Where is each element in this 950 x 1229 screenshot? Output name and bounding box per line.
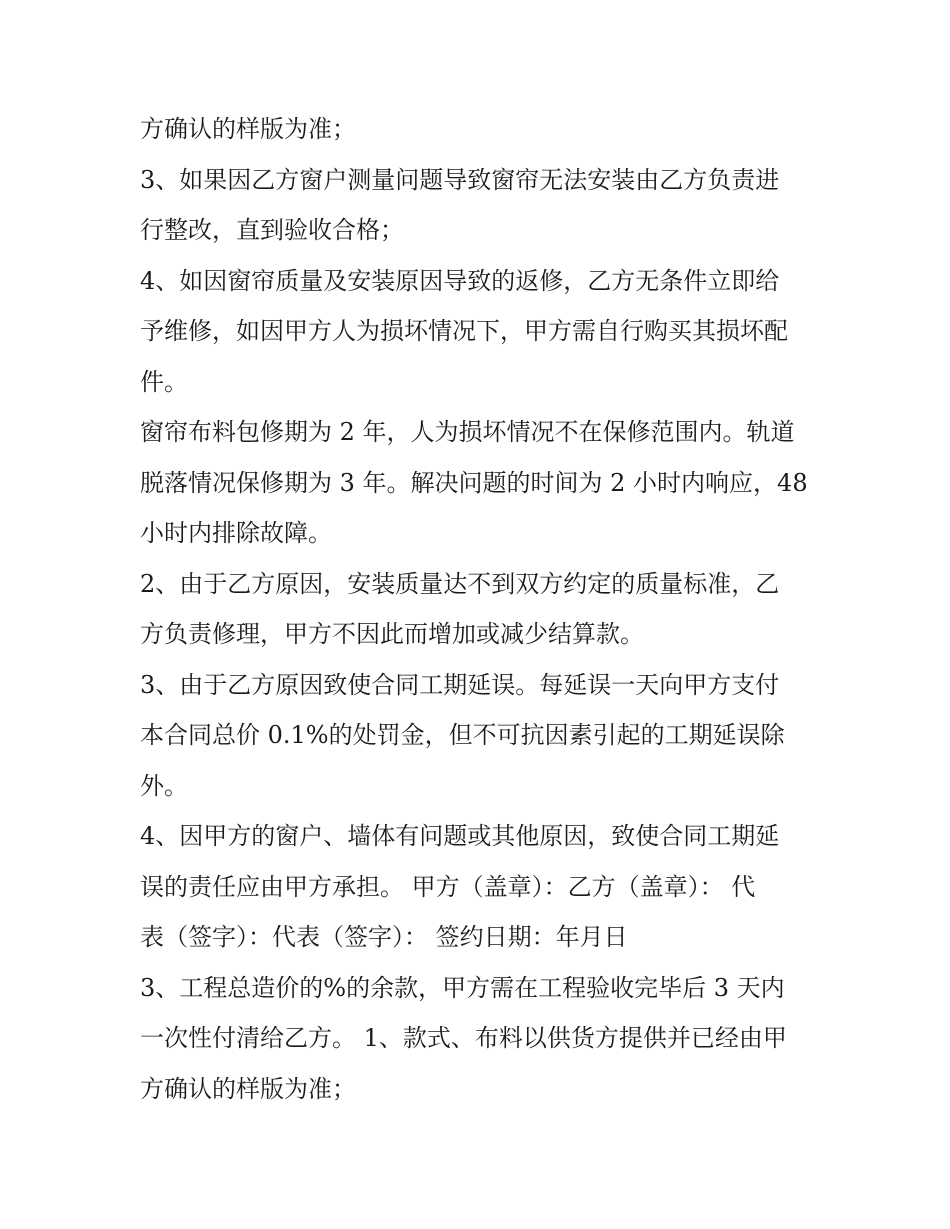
text-line: 方确认的样版为准； (140, 1074, 356, 1103)
text-line: 3、由于乙方原因致使合同工期延误。每延误一天向甲方支付 (140, 670, 780, 699)
text-line: 一次性付清给乙方。 1、款式、布料以供货方提供并已经由甲 (140, 1024, 787, 1052)
text-line: 小时内排除故障。 (140, 519, 332, 547)
text-line: 表（签字）：代表（签字）： 签约日期：年月日 (140, 923, 628, 951)
text-line: 件。 (140, 367, 188, 396)
text-line: 方确认的样版为准； (140, 115, 356, 143)
text-line: 误的责任应由甲方承担。 甲方（盖章）：乙方（盖章）： 代 (140, 872, 756, 901)
text-line: 2、由于乙方原因，安装质量达不到双方约定的质量标准，乙 (140, 569, 780, 598)
text-line: 脱落情况保修期为 3 年。解决问题的时间为 2 小时内响应，48 (140, 468, 808, 497)
text-line: 4、因甲方的窗户、墙体有问题或其他原因，致使合同工期延 (140, 822, 780, 850)
text-line: 3、如果因乙方窗户测量问题导致窗帘无法安装由乙方负责进 (140, 165, 780, 194)
document-body (140, 104, 820, 1114)
text-line: 行整改，直到验收合格； (140, 216, 404, 244)
text-line: 4、如因窗帘质量及安装原因导致的返修，乙方无条件立即给 (140, 266, 780, 295)
text-line: 本合同总价 0.1%的处罚金，但不可抗因素引起的工期延误除 (140, 721, 785, 749)
text-line: 方负责修理，甲方不因此而增加或减少结算款。 (140, 620, 644, 648)
text-line: 予维修，如因甲方人为损坏情况下，甲方需自行购买其损坏配 (140, 317, 788, 345)
text-line: 外。 (140, 771, 188, 800)
text-line: 3、工程总造价的%的余款，甲方需在工程验收完毕后 3 天内 (140, 973, 785, 1002)
text-line: 窗帘布料包修期为 2 年，人为损坏情况不在保修范围内。轨道 (140, 418, 795, 446)
